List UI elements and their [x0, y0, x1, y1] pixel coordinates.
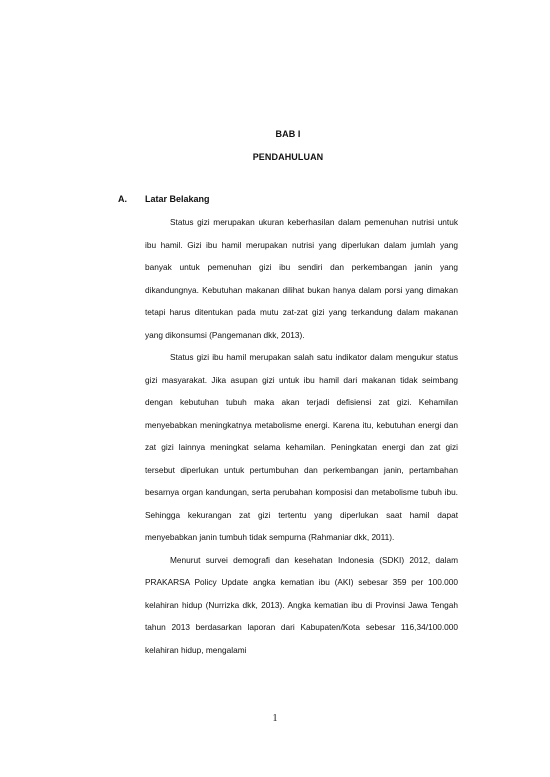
- section-number: A.: [118, 194, 127, 204]
- chapter-title: PENDAHULUAN: [252, 152, 324, 162]
- section-title: Latar Belakang: [145, 194, 210, 204]
- paragraph-1: Status gizi merupakan ukuran keberhasilan dalam pemenuhan nutrisi untuk ibu hamil. Gizi ibu hamil merupakan nutrisi yang diperlukan dalam jumlah yang banyak untuk pemenuhan gizi ibu sendiri dan perkembangan janin yang dikandungnya. Kebutuhan makanan dilihat bukan hanya dalam porsi yang dimakan tetapi harus ditentukan pada mutu zat-zat gizi yang terkandung dalam makanan yang dikonsumsi (Pangemanan dkk, 2013).: [145, 217, 458, 340]
- paragraph-2: Status gizi ibu hamil merupakan salah satu indikator dalam mengukur status gizi masyarakat. Jika asupan gizi untuk ibu hamil dari makanan tidak seimbang dengan kebutuhan tubuh maka akan terjadi defisiensi zat gizi. Kehamilan menyebabkan meningkatnya metabolisme energi. Karena itu, kebutuhan energi dan zat gizi lainnya meningkat selama kehamilan. Peningkatan energi dan zat gizi tersebut diperlukan untuk pertumbuhan dan perkembangan janin, pertambahan besarnya organ kandungan, serta perubahan komposisi dan metabolisme tubuh ibu. Sehingga kekurangan zat gizi tertentu yang diperlukan saat hamil dapat menyebabkan janin tumbuh tidak sempurna (Rahmaniar dkk, 2011).: [145, 352, 458, 542]
- page-number: 1: [272, 713, 278, 724]
- paragraph-3: Menurut survei demografi dan kesehatan Indonesia (SDKI) 2012, dalam PRAKARSA Policy Update angka kematian ibu (AKI) sebesar 359 per 100.000 kelahiran hidup (Nurrizka dkk, 2013). Angka kematian ibu di Provinsi Jawa Tengah tahun 2013 berdasarkan laporan dari Kabupaten/Kota sebesar 116,34/100.000 kelahiran hidup, mengalami: [145, 554, 458, 655]
- section-heading: [118, 194, 210, 205]
- chapter-number: BAB I: [275, 129, 301, 139]
- body-text: [145, 211, 458, 661]
